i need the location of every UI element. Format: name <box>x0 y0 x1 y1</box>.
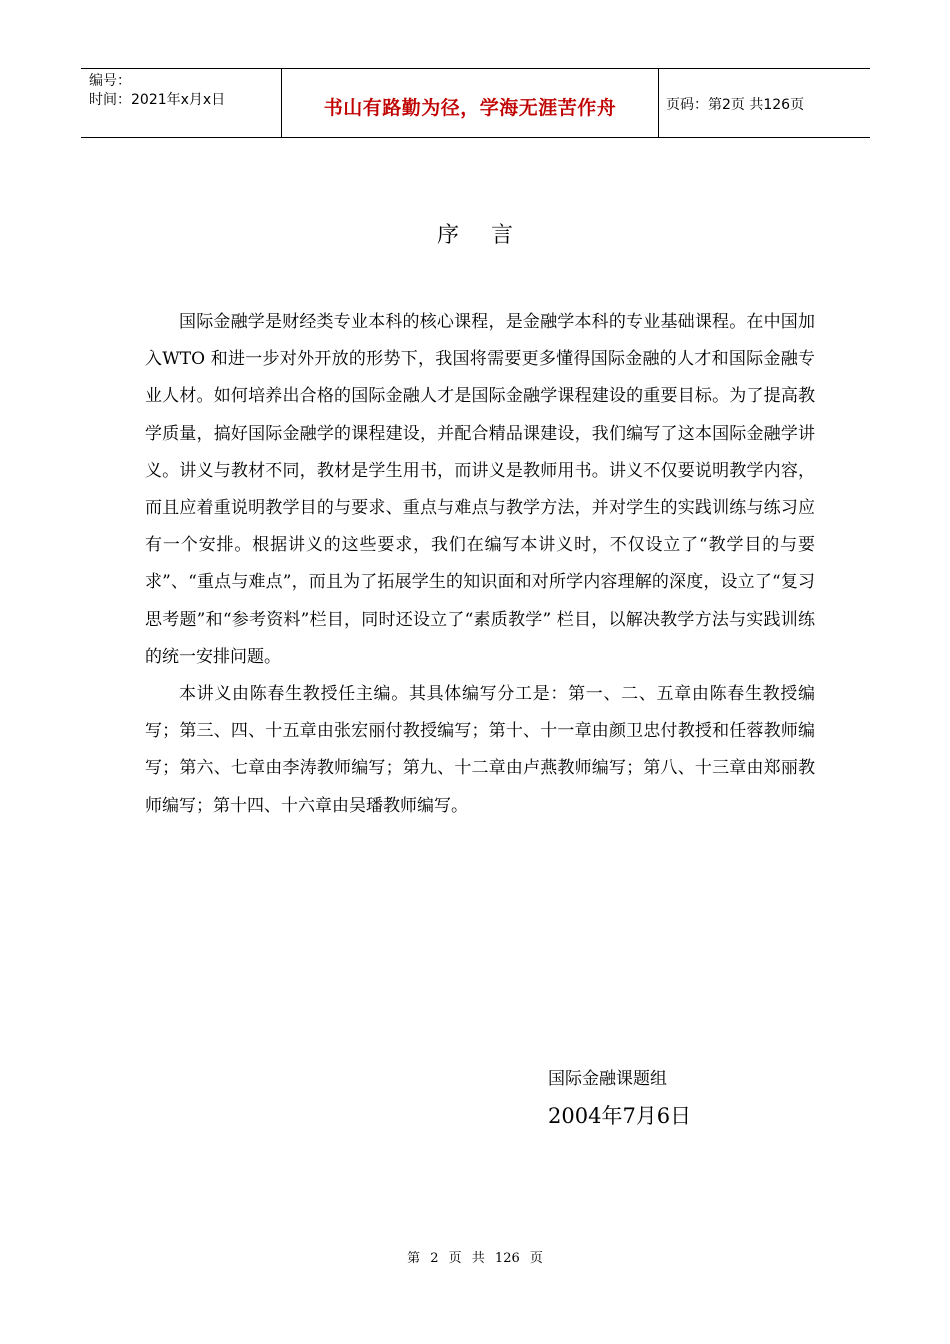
page-footer: 第 2 页 共 126 页 <box>407 1251 543 1266</box>
time-line: 时间：2021年x月x日 <box>89 92 226 108</box>
header-page-cell <box>658 69 870 137</box>
motto-text: 书山有路勤为径，学海无涯苦作舟 <box>323 97 617 119</box>
serial-label: 编号： <box>89 73 131 89</box>
header-left-cell <box>81 69 281 137</box>
signature-date: 2004年7月6日 <box>548 1104 692 1128</box>
header-motto-cell <box>281 69 659 137</box>
paragraph-2: 本讲义由陈春生教授任主编。其具体编写分工是：第一、二、五章由陈春生教授编写；第三、四、十五章由张宏丽付教授编写；第十、十一章由颜卫忠付教授和任蓉教师编写；第六、七章由李涛教师编写；第九、十二章由卢燕教师编写；第八、十三章由郑丽教师编写；第十四、十六章由吴璠教师编写。 <box>145 684 815 816</box>
preface-body <box>145 304 815 825</box>
page-title: 序言 <box>436 223 545 248</box>
paragraph-1: 国际金融学是财经类专业本科的核心课程，是金融学本科的专业基础课程。在中国加入WTO 和进一步对外开放的形势下，我国将需要更多懂得国际金融的人才和国际金融专业人材。如何培养出合格的国际金融人才是国际金融学课程建设的重要目标。为了提高教学质量，搞好国际金融学的课程建设，并配合精品课建设，我们编写了这本国际金融学讲义。讲义与教材不同，教材是学生用书，而讲义是教师用书。讲义不仅要说明教学内容，而且应着重说明教学目的与要求、重点与难点与教学方法，并对学生的实践训练与练习应有一个安排。根据讲义的这些要求，我们在编写本讲义时，不仅设立了“教学目的与要求”、“重点与难点”，而且为了拓展学生的知识面和对所学内容理解的深度，设立了“复习思考题”和“参考资料”栏目，同时还设立了“素质教学” 栏目，以解决教学方法与实践训练的统一安排问题。 <box>145 312 815 667</box>
signature-organization: 国际金融课题组 <box>548 1069 667 1089</box>
page-info: 页码：第2页 共126页 <box>666 97 805 113</box>
document-header <box>81 68 870 138</box>
